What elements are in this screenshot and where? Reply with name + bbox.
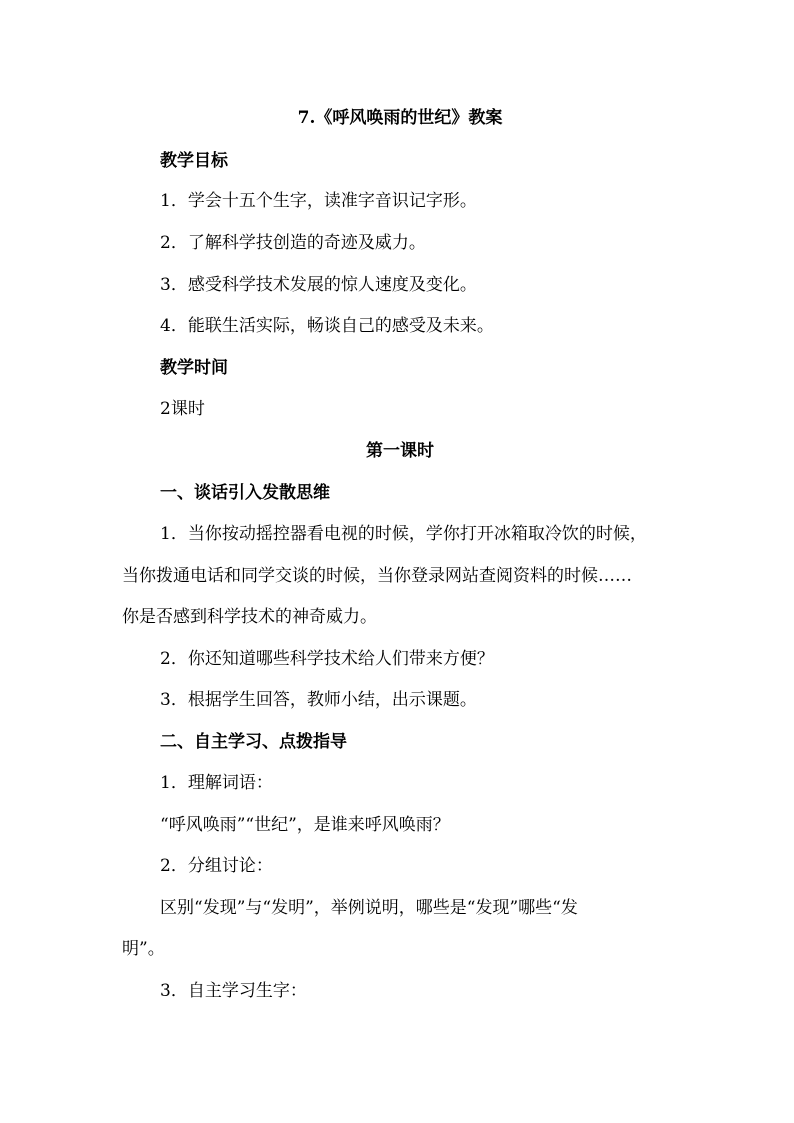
lesson-heading: 第一课时: [366, 441, 434, 461]
objective-item-1: 1．学会十五个生字，读准字音识记字形。: [160, 191, 477, 211]
objective-item-2: 2．了解科学技创造的奇迹及威力。: [160, 233, 426, 253]
objective-item-3: 3．感受科学技术发展的惊人速度及变化。: [160, 275, 477, 295]
part1-item3: 3．根据学生回答，教师小结，出示课题。: [160, 690, 477, 710]
part1-heading: 一、谈话引入发散思维: [160, 483, 330, 503]
part2-heading: 二、自主学习、点拨指导: [160, 732, 347, 752]
part2-item1: 1．理解词语：: [160, 773, 273, 793]
time-heading: 教学时间: [160, 358, 228, 378]
document-title: 7.《呼风唤雨的世纪》教案: [297, 108, 503, 128]
objectives-heading: 教学目标: [160, 151, 228, 171]
part2-item2-detail-line2: 明”。: [122, 939, 165, 959]
part2-item2: 2．分组讨论：: [160, 856, 273, 876]
part1-item1-line3: 你是否感到科学技术的神奇威力。: [122, 607, 377, 627]
part1-item1-line1: 1．当你按动摇控器看电视的时候，学你打开冰箱取冷饮的时候，: [160, 524, 647, 544]
part2-item2-detail-line1: 区别“发现”与“发明”，举例说明，哪些是“发现”哪些“发: [160, 898, 578, 918]
part2-item3: 3．自主学习生字：: [160, 981, 307, 1001]
objective-item-4: 4．能联生活实际，畅谈自己的感受及未来。: [160, 316, 494, 336]
time-value: 2课时: [160, 399, 205, 419]
part2-item1-detail: “呼风唤雨”“世纪”，是谁来呼风唤雨？: [160, 815, 450, 835]
part1-item2: 2．你还知道哪些科学技术给人们带来方便？: [160, 649, 494, 669]
part1-item1-line2: 当你拨通电话和同学交谈的时候，当你登录网站查阅资料的时候……: [122, 566, 632, 586]
